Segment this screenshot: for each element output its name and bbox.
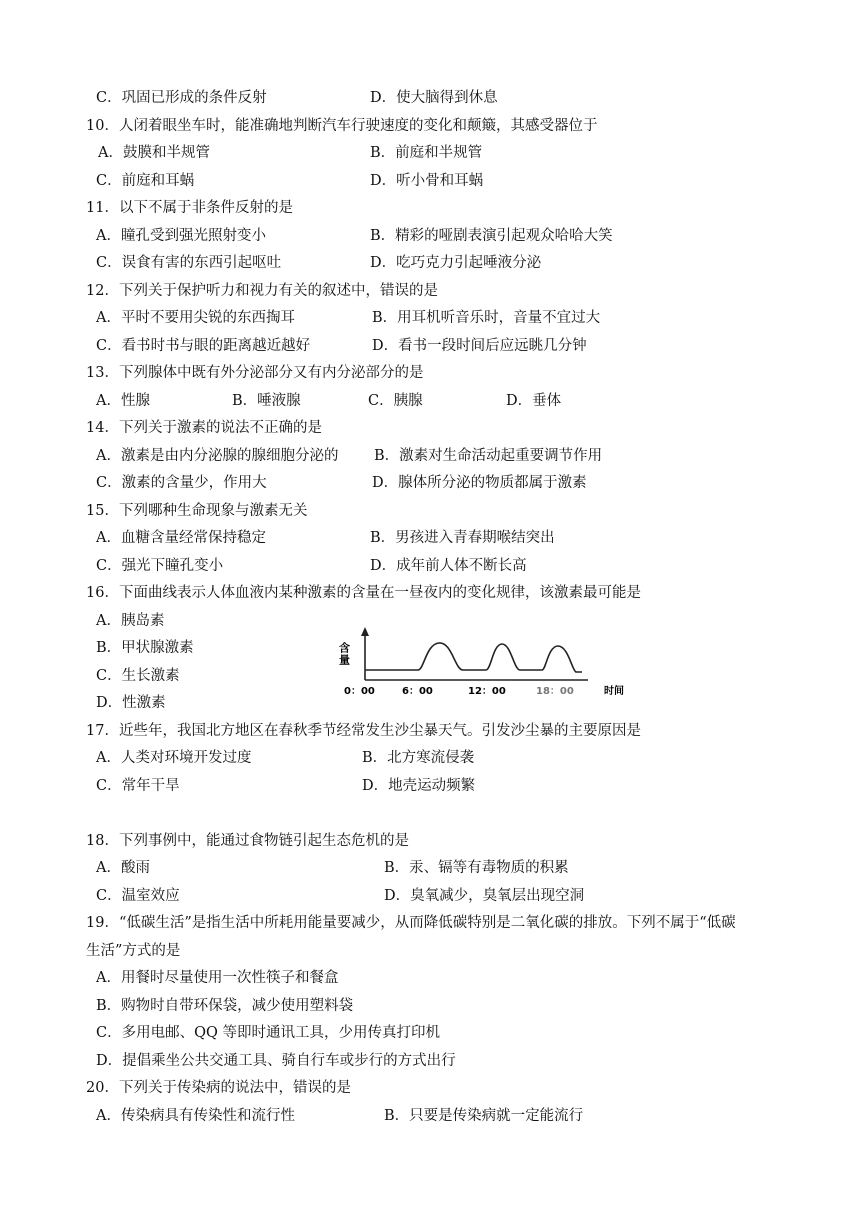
- graph-tick-0: 0：00: [344, 686, 375, 697]
- q15-option-d: D．成年前人体不断长高: [370, 558, 527, 574]
- q9-option-c: C．巩固已形成的条件反射: [96, 90, 267, 106]
- q12-stem: 12．下列关于保护听力和视力有关的叙述中，错误的是: [86, 283, 438, 299]
- q14-option-b: B．激素对生命活动起重要调节作用: [374, 448, 603, 464]
- q11-option-c: C．误食有害的东西引起呕吐: [96, 255, 282, 271]
- q20-stem: 20．下列关于传染病的说法中，错误的是: [86, 1080, 351, 1096]
- q15-option-c: C．强光下瞳孔变小: [96, 558, 224, 574]
- q16-option-b: B．甲状腺激素: [96, 640, 194, 656]
- q12-option-a: A．平时不要用尖锐的东西掏耳: [96, 310, 295, 326]
- q17-option-d: D．地壳运动频繁: [362, 778, 476, 794]
- q9-option-d: D．使大脑得到休息: [370, 90, 498, 106]
- q19-stem-line2: 生活”方式的是: [86, 943, 181, 959]
- graph-tick-12: 12：00: [468, 686, 506, 697]
- q13-option-c: C．胰腺: [368, 393, 423, 409]
- q17-stem: 17．近些年，我国北方地区在春秋季节经常发生沙尘暴天气。引发沙尘暴的主要原因是: [86, 723, 641, 739]
- q15-stem: 15．下列哪种生命现象与激素无关: [86, 503, 308, 519]
- q19-option-d: D．提倡乘坐公共交通工具、骑自行车或步行的方式出行: [96, 1053, 456, 1069]
- q10-option-c: C．前庭和耳蜗: [96, 173, 195, 189]
- q11-option-b: B．精彩的哑剧表演引起观众哈哈大笑: [370, 228, 613, 244]
- q20-option-a: A．传染病具有传染性和流行性: [96, 1108, 295, 1124]
- q17-option-a: A．人类对环境开发过度: [96, 750, 252, 766]
- q16-option-d: D．性激素: [96, 695, 166, 711]
- q11-option-a: A．瞳孔受到强光照射变小: [96, 228, 266, 244]
- q15-option-a: A．血糖含量经常保持稳定: [96, 530, 266, 546]
- q16-option-c: C．生长激素: [96, 668, 180, 684]
- q14-option-c: C．激素的含量少，作用大: [96, 475, 267, 491]
- q14-option-a: A．激素是由内分泌腺的腺细胞分泌的: [96, 448, 339, 464]
- q13-option-d: D．垂体: [506, 393, 562, 409]
- graph-tick-18: 18：00: [536, 686, 574, 697]
- q20-option-b: B．只要是传染病就一定能流行: [384, 1108, 584, 1124]
- q18-option-b: B．汞、镉等有毒物质的积累: [384, 860, 569, 876]
- q12-option-c: C．看书时书与眼的距离越近越好: [96, 338, 311, 354]
- hormone-curve-graph: [336, 622, 642, 700]
- q18-option-c: C．温室效应: [96, 888, 180, 904]
- q16-stem: 16．下面曲线表示人体血液内某种激素的含量在一昼夜内的变化规律，该激素最可能是: [86, 585, 641, 601]
- q13-stem: 13．下列腺体中既有外分泌部分又有内分泌部分的是: [86, 365, 424, 381]
- q12-option-d: D．看书一段时间后应远眺几分钟: [372, 338, 587, 354]
- q11-option-d: D．吃巧克力引起唾液分泌: [370, 255, 542, 271]
- q18-option-d: D．臭氧减少，臭氧层出现空洞: [384, 888, 585, 904]
- graph-ylabel: 含量: [337, 642, 351, 666]
- q18-option-a: A．酸雨: [96, 860, 150, 876]
- q14-stem: 14．下列关于激素的说法不正确的是: [86, 420, 322, 436]
- q16-option-a: A．胰岛素: [96, 613, 165, 629]
- q19-option-c: C．多用电邮、QQ 等即时通讯工具，少用传真打印机: [96, 1025, 440, 1041]
- q13-option-a: A．性腺: [96, 393, 150, 409]
- graph-curve: [365, 643, 582, 672]
- q13-option-b: B．唾液腺: [232, 393, 301, 409]
- q19-option-a: A．用餐时尽量使用一次性筷子和餐盒: [96, 970, 339, 986]
- q17-option-b: B．北方寒流侵袭: [362, 750, 475, 766]
- q17-option-c: C．常年干旱: [96, 778, 180, 794]
- graph-tick-6: 6：00: [402, 686, 433, 697]
- q11-stem: 11．以下不属于非条件反射的是: [86, 200, 293, 216]
- q10-option-b: B．前庭和半规管: [370, 145, 483, 161]
- q19-stem-line1: 19．“低碳生活”是指生活中所耗用能量要减少，从而降低碳特别是二氧化碳的排放。下列不属于“低碳: [86, 915, 736, 931]
- q15-option-b: B．男孩进入青春期喉结突出: [370, 530, 555, 546]
- q10-stem: 10．人闭着眼坐车时，能准确地判断汽车行驶速度的变化和颠簸，其感受器位于: [86, 118, 598, 134]
- q19-option-b: B．购物时自带环保袋，减少使用塑料袋: [96, 998, 354, 1014]
- q10-option-a: A．鼓膜和半规管: [98, 145, 210, 161]
- q18-stem: 18．下列事例中，能通过食物链引起生态危机的是: [86, 833, 409, 849]
- graph-xlabel: 时间: [604, 686, 624, 697]
- q10-option-d: D．听小骨和耳蜗: [370, 173, 484, 189]
- q12-option-b: B．用耳机听音乐时，音量不宜过大: [372, 310, 601, 326]
- q14-option-d: D．腺体所分泌的物质都属于激素: [372, 475, 587, 491]
- graph-y-arrow: [361, 627, 369, 636]
